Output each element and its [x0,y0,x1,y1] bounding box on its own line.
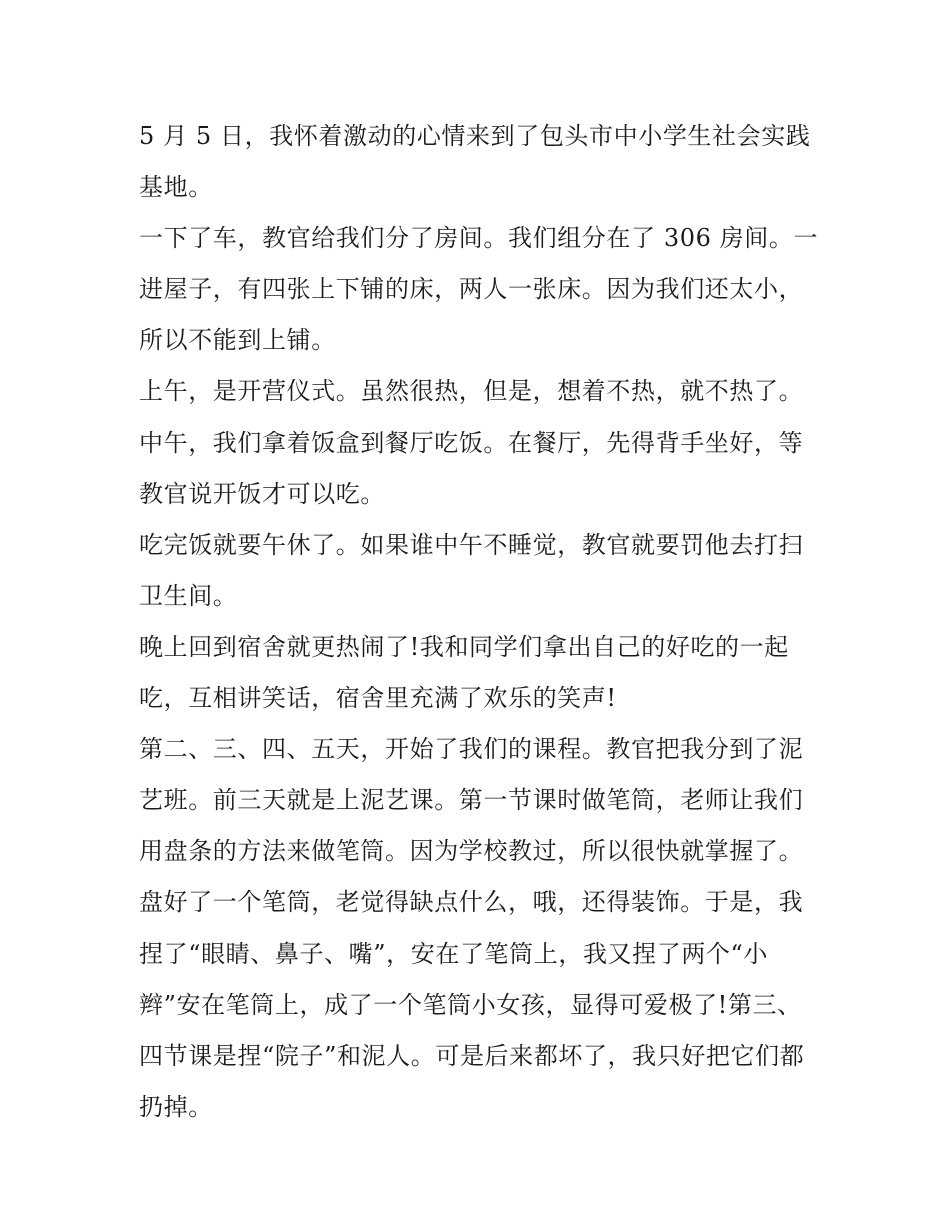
text-line: 盘好了一个笔筒，老觉得缺点什么，哦，还得装饰。于是，我 [139,888,804,917]
text-line: 一下了车，教官给我们分了房间。我们组分在了 306 房间。一 [139,224,819,253]
text-line: 艺班。前三天就是上泥艺课。第一节课时做笔筒，老师让我们 [139,786,804,815]
text-line: 用盘条的方法来做笔筒。因为学校教过，所以很快就掌握了。 [139,837,804,866]
text-line: 教官说开饭才可以吃。 [139,479,385,508]
text-line: 卫生间。 [139,581,238,610]
text-line: 进屋子，有四张上下铺的床，两人一张床。因为我们还太小， [139,275,804,304]
text-line: 5 月 5 日，我怀着激动的心情来到了包头市中小学生社会实践 [139,122,811,150]
text-line: 辫”安在笔筒上，成了一个笔筒小女孩，显得可爱极了!第三、 [139,990,802,1019]
text-line: 第二、三、四、五天，开始了我们的课程。教官把我分到了泥 [139,735,804,764]
text-line: 晚上回到宿舍就更热闹了!我和同学们拿出自己的好吃的一起 [139,632,789,661]
text-line: 上午，是开营仪式。虽然很热，但是，想着不热，就不热了。 [139,377,804,406]
text-line: 吃，互相讲笑话，宿舍里充满了欢乐的笑声! [139,684,617,713]
text-line: 基地。 [139,173,213,202]
text-line: 所以不能到上铺。 [139,326,336,355]
text-line: 扔掉。 [139,1092,213,1121]
text-line: 四节课是捏“院子”和泥人。可是后来都坏了，我只好把它们都 [139,1041,805,1070]
document-body [139,111,819,1133]
text-line: 吃完饭就要午休了。如果谁中午不睡觉，教官就要罚他去打扫 [139,530,804,559]
text-line: 中午，我们拿着饭盒到餐厅吃饭。在餐厅，先得背手坐好，等 [139,428,804,457]
text-line: 捏了“眼睛、鼻子、嘴”，安在了笔筒上，我又捏了两个“小 [139,939,769,968]
